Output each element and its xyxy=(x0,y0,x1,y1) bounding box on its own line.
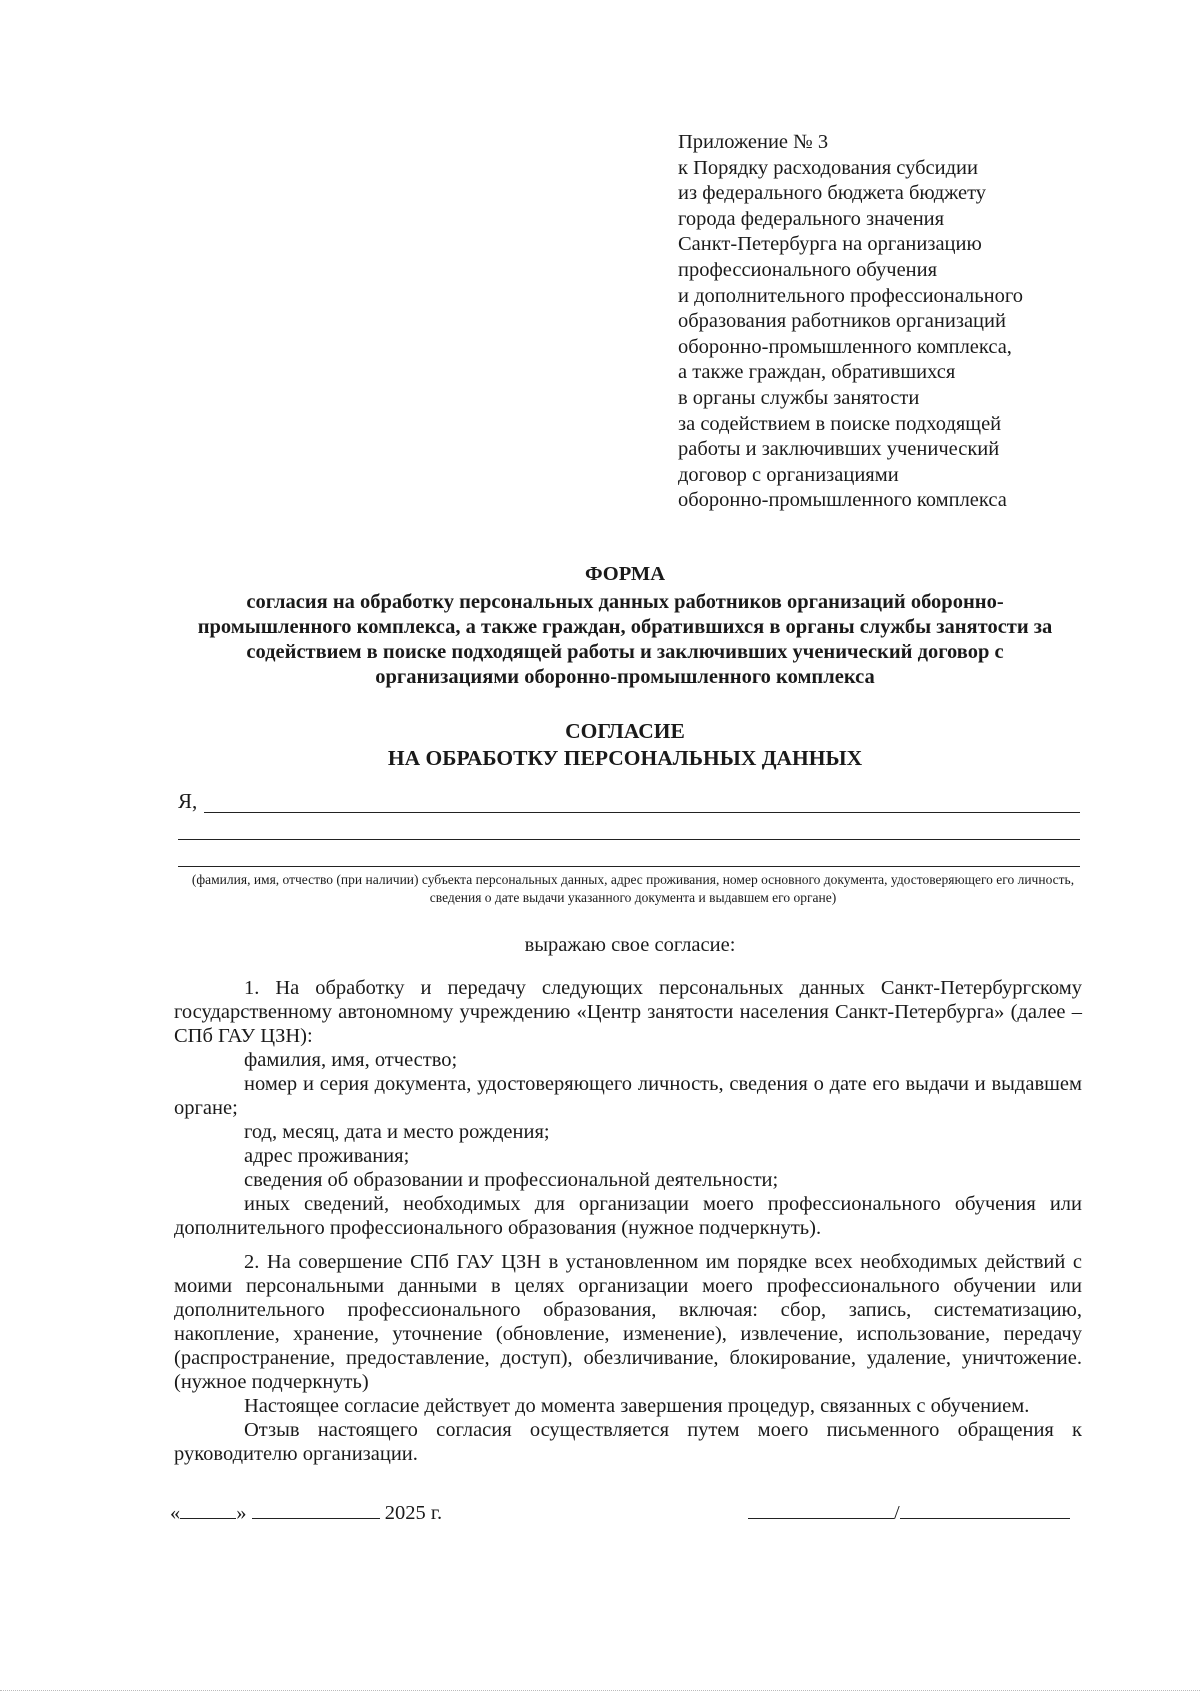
consent-title-line-1: СОГЛАСИЕ xyxy=(565,719,685,743)
appendix-line: оборонно-промышленного комплекса, xyxy=(678,335,1012,358)
scan-edge-artifact xyxy=(0,1690,1200,1691)
appendix-line: договор с организациями xyxy=(678,463,899,486)
express-consent: выражаю свое согласие: xyxy=(524,934,736,956)
list-item: номер и серия документа, удостоверяющего личность, сведения о дате его выдачи и выдавшем органе; xyxy=(174,1073,1082,1119)
ya-label: Я, xyxy=(178,789,198,813)
appendix-line: Санкт-Петербурга на организацию xyxy=(678,233,982,256)
appendix-line: из федерального бюджета бюджету xyxy=(678,182,987,205)
date-field xyxy=(170,1498,442,1525)
list-item: сведения об образовании и профессиональной деятельности; xyxy=(244,1169,779,1191)
list-item: иных сведений, необходимых для организации моего профессионального обучения или дополнительного профессионального образования (нужное подчеркнуть). xyxy=(174,1193,1082,1239)
signature-field xyxy=(748,1498,1070,1525)
subject-caption: (фамилия, имя, отчество (при наличии) субъекта персональных данных, адрес проживания, номер основного документа, удостоверяющего его личность, сведения о дате выдачи указанного документа и выдавшем его органе) xyxy=(191,872,1075,905)
appendix-line: Приложение № 3 xyxy=(678,131,829,153)
day-blank[interactable] xyxy=(180,1498,236,1519)
appendix-line: к Порядку расходования субсидии xyxy=(678,156,978,179)
appendix-line: работы и заключивших ученический xyxy=(678,438,1000,461)
list-item: фамилия, имя, отчество; xyxy=(244,1049,458,1071)
name-blank[interactable] xyxy=(900,1498,1070,1519)
validity-paragraph: Настоящее согласие действует до момента завершения процедур, связанных с обучением. xyxy=(244,1395,1030,1417)
appendix-line: профессионального обучения xyxy=(678,258,938,281)
form-subtitle: согласия на обработку персональных данных работников организаций оборонно-промышленного комплекса, а также граждан, обратившихся в органы службы занятости за содействием в поиске подходящей работы и заключивших ученический договор с организациями оборонно-промышленного комплекса xyxy=(197,591,1053,688)
subject-line-2[interactable] xyxy=(178,839,1080,840)
revocation-paragraph: Отзыв настоящего согласия осуществляется путем моего письменного обращения к руководителю организации. xyxy=(174,1419,1082,1465)
signature-blank[interactable] xyxy=(748,1498,894,1519)
appendix-line: образования работников организаций xyxy=(678,310,1006,333)
year-text: 2025 г. xyxy=(384,1502,443,1524)
appendix-header xyxy=(678,130,1098,514)
item-1-intro: 1. На обработку и передачу следующих персональных данных Санкт-Петербургскому государственному автономному учреждению «Центр занятости населения Санкт-Петербурга» (далее – СПб ГАУ ЦЗН): xyxy=(174,977,1082,1047)
list-item: адрес проживания; xyxy=(244,1145,410,1167)
quote-close: » xyxy=(236,1502,247,1524)
subject-line-3[interactable] xyxy=(178,866,1080,867)
month-blank[interactable] xyxy=(252,1498,380,1519)
appendix-line: а также граждан, обратившихся xyxy=(678,361,956,384)
quote-open: « xyxy=(170,1502,181,1524)
form-title: ФОРМА xyxy=(584,563,666,585)
appendix-line: в органы службы занятости xyxy=(678,386,920,409)
consent-title xyxy=(140,718,1110,772)
subject-line-1[interactable] xyxy=(204,812,1080,813)
consent-body xyxy=(174,976,1082,1466)
appendix-line: и дополнительного профессионального xyxy=(678,284,1024,307)
item-2: 2. На совершение СПб ГАУ ЦЗН в установленном им порядке всех необходимых действий с моими персональными данными в целях организации моего профессионального обучении или дополнительного профессионального образования, включая: сбор, запись, систематизацию, накопление, хранение, уточнение (обновление, изменение), извлечение, использование, передачу (распространение, предоставление, доступ), обезличивание, блокирование, удаление, уничтожение. (нужное подчеркнуть) xyxy=(174,1251,1082,1393)
appendix-line: оборонно-промышленного комплекса xyxy=(678,489,1007,512)
appendix-line: за содействием в поиске подходящей xyxy=(678,412,1002,435)
consent-title-line-2: НА ОБРАБОТКУ ПЕРСОНАЛЬНЫХ ДАННЫХ xyxy=(387,746,863,770)
signature-slash: / xyxy=(894,1502,900,1524)
appendix-line: города федерального значения xyxy=(678,207,945,230)
list-item: год, месяц, дата и место рождения; xyxy=(244,1121,550,1143)
